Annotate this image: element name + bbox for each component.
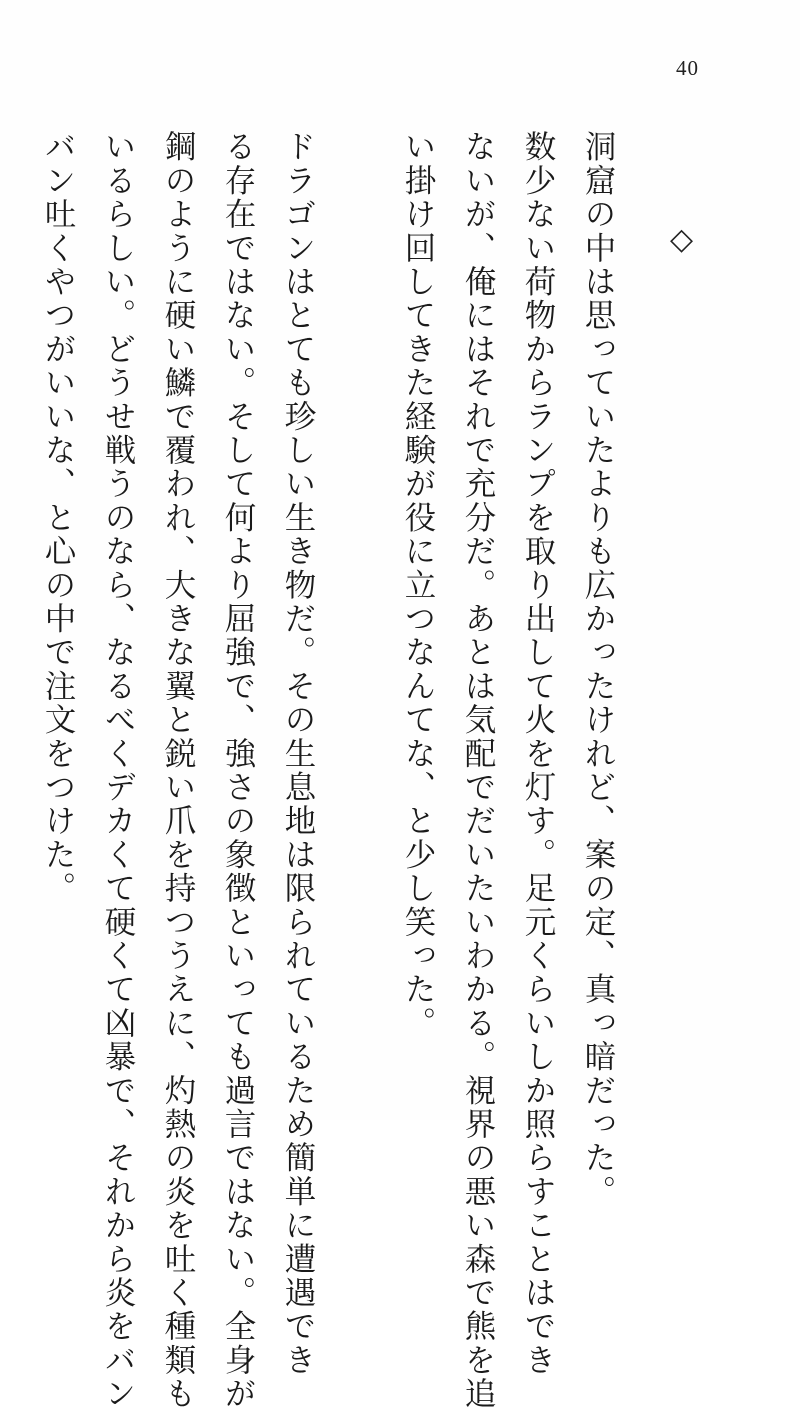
vertical-body-text (0, 130, 628, 1411)
text-line: いるらしい。どうせ戦うのなら、なるべくデカくて硬くて凶暴で、それから炎をバン (100, 130, 136, 1411)
text-line: ドラゴンはとても珍しい生き物だ。その生息地は限られているため簡単に遭遇でき (280, 130, 316, 1377)
section-break-diamond-icon: ◇ (670, 222, 694, 257)
text-line: い掛け回してきた経験が役に立つなんてな、と少し笑った。 (400, 130, 436, 1040)
text-line: 数少ない荷物からランプを取り出して火を灯す。足元くらいしか照らすことはでき (520, 130, 556, 1377)
text-line: バン吐くやつがいいな、と心の中で注文をつけた。 (40, 130, 76, 906)
text-line: ないが、俺にはそれで充分だ。あとは気配でだいたいわかる。視界の悪い森で熊を追 (460, 130, 496, 1411)
text-line: 洞窟の中は思っていたよりも広かったけれど、案の定、真っ暗だった。 (580, 130, 616, 1209)
page-number: 40 (676, 56, 699, 80)
text-line: る存在ではない。そして何より屈強で、強さの象徴といっても過言ではない。全身が (220, 130, 256, 1411)
blank-line (0, 130, 28, 1065)
text-line: 鋼のように硬い鱗で覆われ、大きな翼と鋭い爪を持つうえに、灼熱の炎を吐く種類も (160, 130, 196, 1411)
blank-line (328, 130, 388, 1065)
